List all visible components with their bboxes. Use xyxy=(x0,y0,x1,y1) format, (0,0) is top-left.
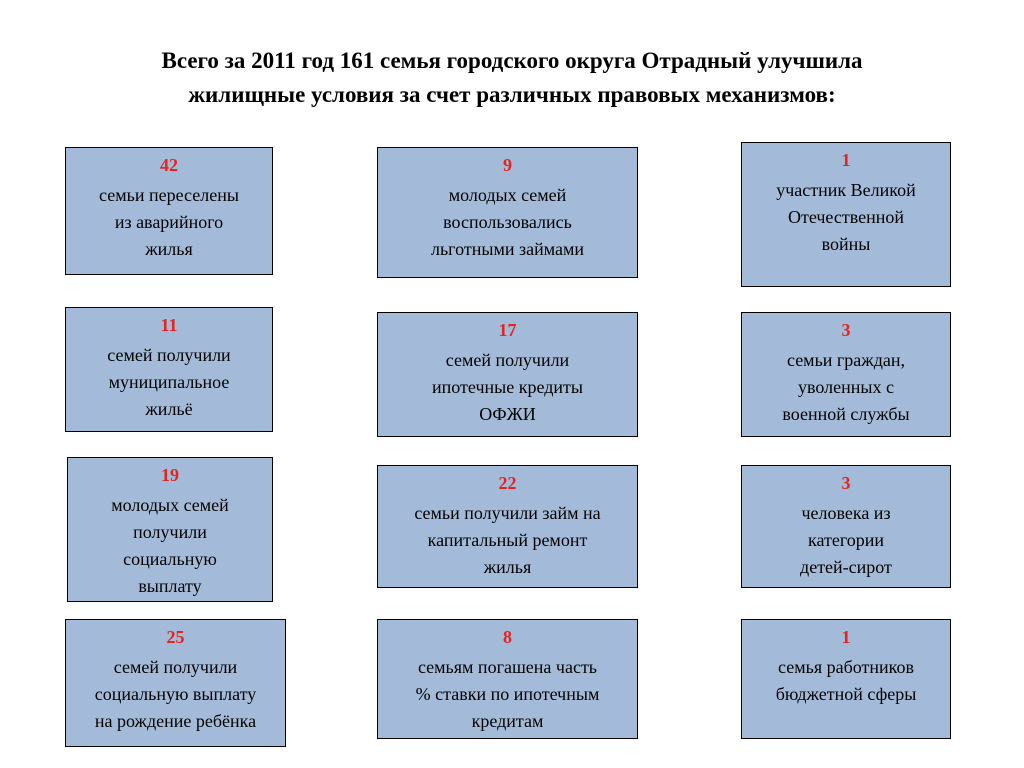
stat-description xyxy=(742,654,950,708)
stat-number: 17 xyxy=(498,320,517,340)
stat-description-line: семьи граждан, xyxy=(786,350,906,370)
stat-description-line: человека из xyxy=(801,503,891,523)
stat-description-line: социальную xyxy=(123,549,217,569)
stat-description-line: войны xyxy=(821,234,871,254)
stat-description xyxy=(68,492,272,600)
stat-description-line: семей получили xyxy=(445,350,570,370)
stat-number: 9 xyxy=(503,155,512,175)
stat-description xyxy=(378,654,637,735)
stat-description xyxy=(742,177,950,258)
stat-card-mortgage-ofzhi xyxy=(377,312,638,437)
stat-description xyxy=(378,182,637,263)
stat-description-line: семьи переселены xyxy=(99,185,239,205)
stat-description-line: семьи получили займ на xyxy=(414,503,601,523)
stat-description-line: ОФЖИ xyxy=(479,404,536,424)
stat-description-line: Отечественной xyxy=(787,207,905,227)
stat-card-childbirth-payment xyxy=(65,619,286,747)
stat-description-line: муниципальное xyxy=(108,372,230,392)
stat-number: 1 xyxy=(841,150,851,170)
stat-card-military-discharged xyxy=(741,312,951,437)
title-line-2: жилищные условия за счет различных правовых механизмов: xyxy=(188,82,836,107)
stat-description-line: из аварийного xyxy=(114,212,224,232)
stat-description-line: воспользовались xyxy=(443,212,572,232)
stat-card-resettled-emergency xyxy=(65,147,273,275)
stat-number: 1 xyxy=(841,627,851,647)
stat-description-line: кредитам xyxy=(471,711,544,731)
stat-description-line: % ставки по ипотечным xyxy=(415,684,600,704)
stat-description xyxy=(742,500,950,581)
stat-description-line: молодых семей xyxy=(111,495,229,515)
stat-description-line: семьям погашена часть xyxy=(417,657,598,677)
stat-number: 25 xyxy=(166,627,185,647)
stat-card-war-veteran xyxy=(741,142,951,287)
stat-card-public-sector-workers xyxy=(741,619,951,739)
stat-number: 42 xyxy=(160,155,178,175)
stat-number: 3 xyxy=(841,473,851,493)
stat-card-young-families-social-payment xyxy=(67,457,273,602)
stat-description-line: капитальный ремонт xyxy=(427,530,588,550)
stat-description-line: участник Великой xyxy=(776,180,916,200)
stat-description-line: молодых семей xyxy=(448,185,567,205)
stat-description-line: ипотечные кредиты xyxy=(432,377,583,397)
stat-number: 19 xyxy=(161,465,179,485)
stat-description xyxy=(378,347,637,428)
stat-description xyxy=(66,342,272,423)
stat-description-line: уволенных с xyxy=(798,377,894,397)
stat-description-line: жильё xyxy=(145,399,193,419)
stat-description-line: семья работников xyxy=(778,657,914,677)
stat-description xyxy=(66,654,285,735)
stat-description-line: военной службы xyxy=(782,404,910,424)
stat-card-young-families-loans xyxy=(377,147,638,278)
stat-description xyxy=(66,182,272,263)
stat-description-line: социальную выплату xyxy=(94,684,257,704)
stat-description-line: на рождение ребёнка xyxy=(94,711,257,731)
stat-description xyxy=(378,500,637,581)
stat-description-line: жилья xyxy=(483,557,532,577)
stat-description-line: семей получили xyxy=(107,345,231,365)
stat-number: 8 xyxy=(503,627,512,647)
stat-card-mortgage-interest-repaid xyxy=(377,619,638,739)
stat-card-municipal-housing xyxy=(65,307,273,432)
stat-description-line: льготными займами xyxy=(430,239,585,259)
stat-description-line: получили xyxy=(133,522,207,542)
stat-description xyxy=(742,347,950,428)
stat-description-line: жилья xyxy=(145,239,193,259)
stat-description-line: выплату xyxy=(138,576,202,596)
stat-card-orphans xyxy=(741,465,951,588)
stat-number: 3 xyxy=(841,320,851,340)
stat-description-line: детей-сирот xyxy=(800,557,892,577)
title-line-1: Всего за 2011 год 161 семья городского округа Отрадный улучшила xyxy=(161,48,863,73)
stat-number: 11 xyxy=(160,315,178,335)
stat-description-line: бюджетной сферы xyxy=(775,684,917,704)
stat-description-line: категории xyxy=(807,530,885,550)
stat-card-repair-loans xyxy=(377,465,638,588)
stat-description-line: семей получили xyxy=(113,657,238,677)
page-title xyxy=(40,44,984,112)
stat-number: 22 xyxy=(498,473,517,493)
